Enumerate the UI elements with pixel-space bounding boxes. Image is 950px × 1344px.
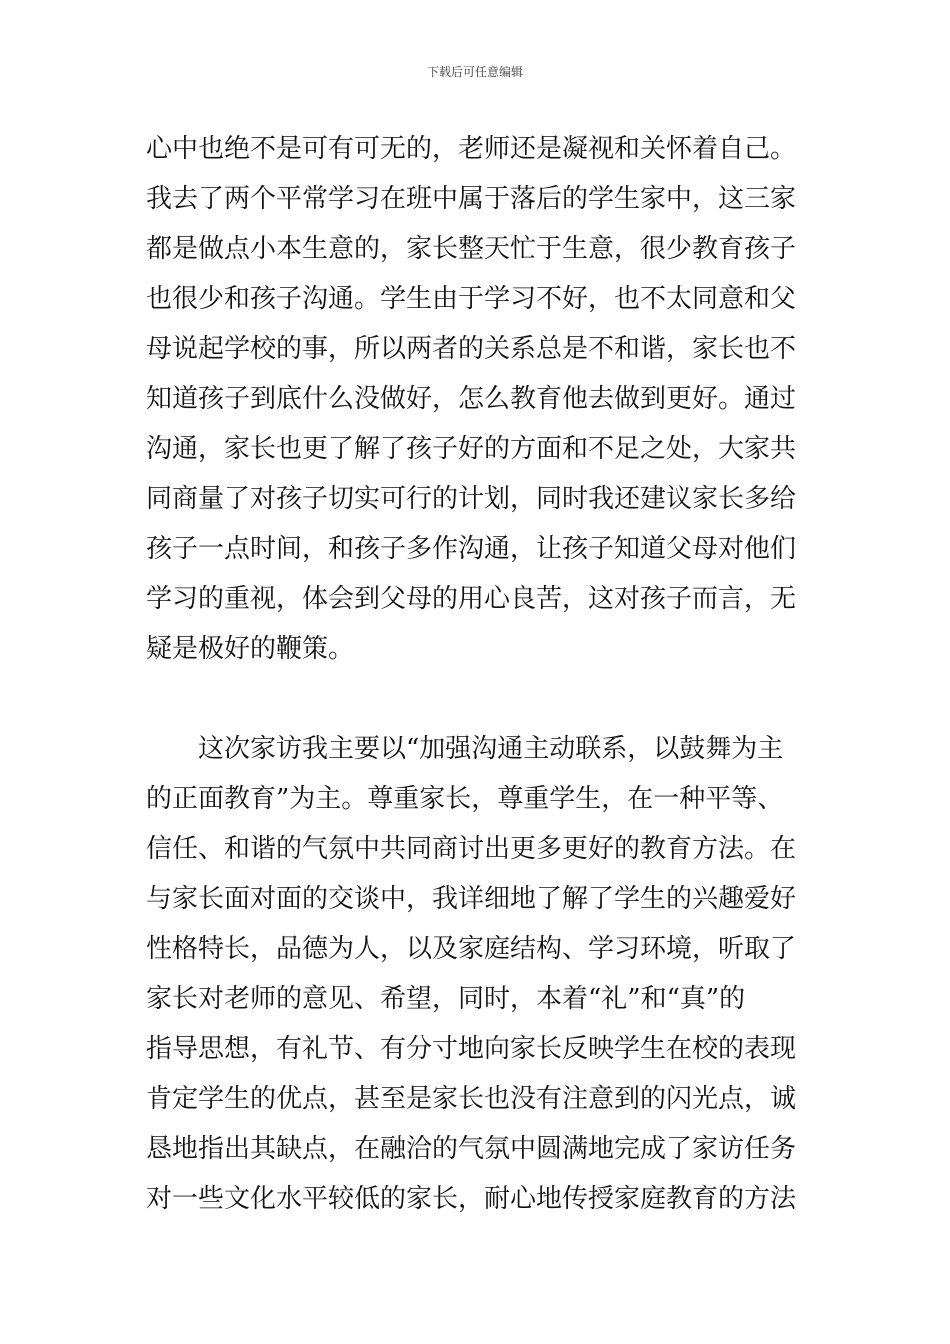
paragraph-line: 家长对老师的意见、希望，同时，本着“礼”和“真”的 bbox=[146, 984, 746, 1014]
paragraph-line: 同商量了对孩子切实可行的计划，同时我还建议家长多给 bbox=[146, 484, 797, 514]
paragraph-line: 肯定学生的优点，甚至是家长也没有注意到的闪光点，诚 bbox=[146, 1084, 797, 1114]
paragraph-line: 母说起学校的事，所以两者的关系总是不和谐，家长也不 bbox=[146, 334, 797, 364]
paragraph-line: 与家长面对面的交谈中，我详细地了解了学生的兴趣爱好 bbox=[146, 884, 797, 914]
paragraph-line: 心中也绝不是可有可无的，老师还是凝视和关怀着自己。 bbox=[146, 134, 797, 164]
paragraph-line: 知道孩子到底什么没做好，怎么教育他去做到更好。通过 bbox=[146, 384, 797, 414]
page-header-note: 下载后可任意编辑 bbox=[426, 65, 523, 79]
paragraph-line: 信任、和谐的气氛中共同商讨出更多更好的教育方法。在 bbox=[146, 834, 797, 864]
paragraph-2 bbox=[146, 724, 806, 1224]
paragraph-line: 恳地指出其缺点，在融洽的气氛中圆满地完成了家访任务 bbox=[146, 1134, 797, 1164]
paragraph-line: 的正面教育”为主。尊重家长，尊重学生，在一种平等、 bbox=[146, 784, 784, 814]
paragraph-1 bbox=[146, 124, 806, 674]
paragraph-line: 对一些文化水平较低的家长，耐心地传授家庭教育的方法 bbox=[146, 1184, 797, 1214]
paragraph-line: 疑是极好的鞭策。 bbox=[146, 634, 355, 664]
paragraph-line: 沟通，家长也更了解了孩子好的方面和不足之处，大家共 bbox=[146, 434, 797, 464]
paragraph-first-line: 这次家访我主要以“加强沟通主动联系，以鼓舞为主 bbox=[198, 734, 784, 764]
paragraph-line: 学习的重视，体会到父母的用心良苦，这对孩子而言，无 bbox=[146, 584, 797, 614]
paragraph-line: 也很少和孩子沟通。学生由于学习不好，也不太同意和父 bbox=[146, 284, 797, 314]
paragraph-line: 孩子一点时间，和孩子多作沟通，让孩子知道父母对他们 bbox=[146, 534, 797, 564]
paragraph-line: 都是做点小本生意的，家长整天忙于生意，很少教育孩子 bbox=[146, 234, 797, 264]
paragraph-line: 性格特长，品德为人，以及家庭结构、学习环境，听取了 bbox=[146, 934, 797, 964]
paragraph-line: 指导思想，有礼节、有分寸地向家长反映学生在校的表现 bbox=[146, 1034, 797, 1064]
paragraph-line: 我去了两个平常学习在班中属于落后的学生家中，这三家 bbox=[146, 184, 797, 214]
